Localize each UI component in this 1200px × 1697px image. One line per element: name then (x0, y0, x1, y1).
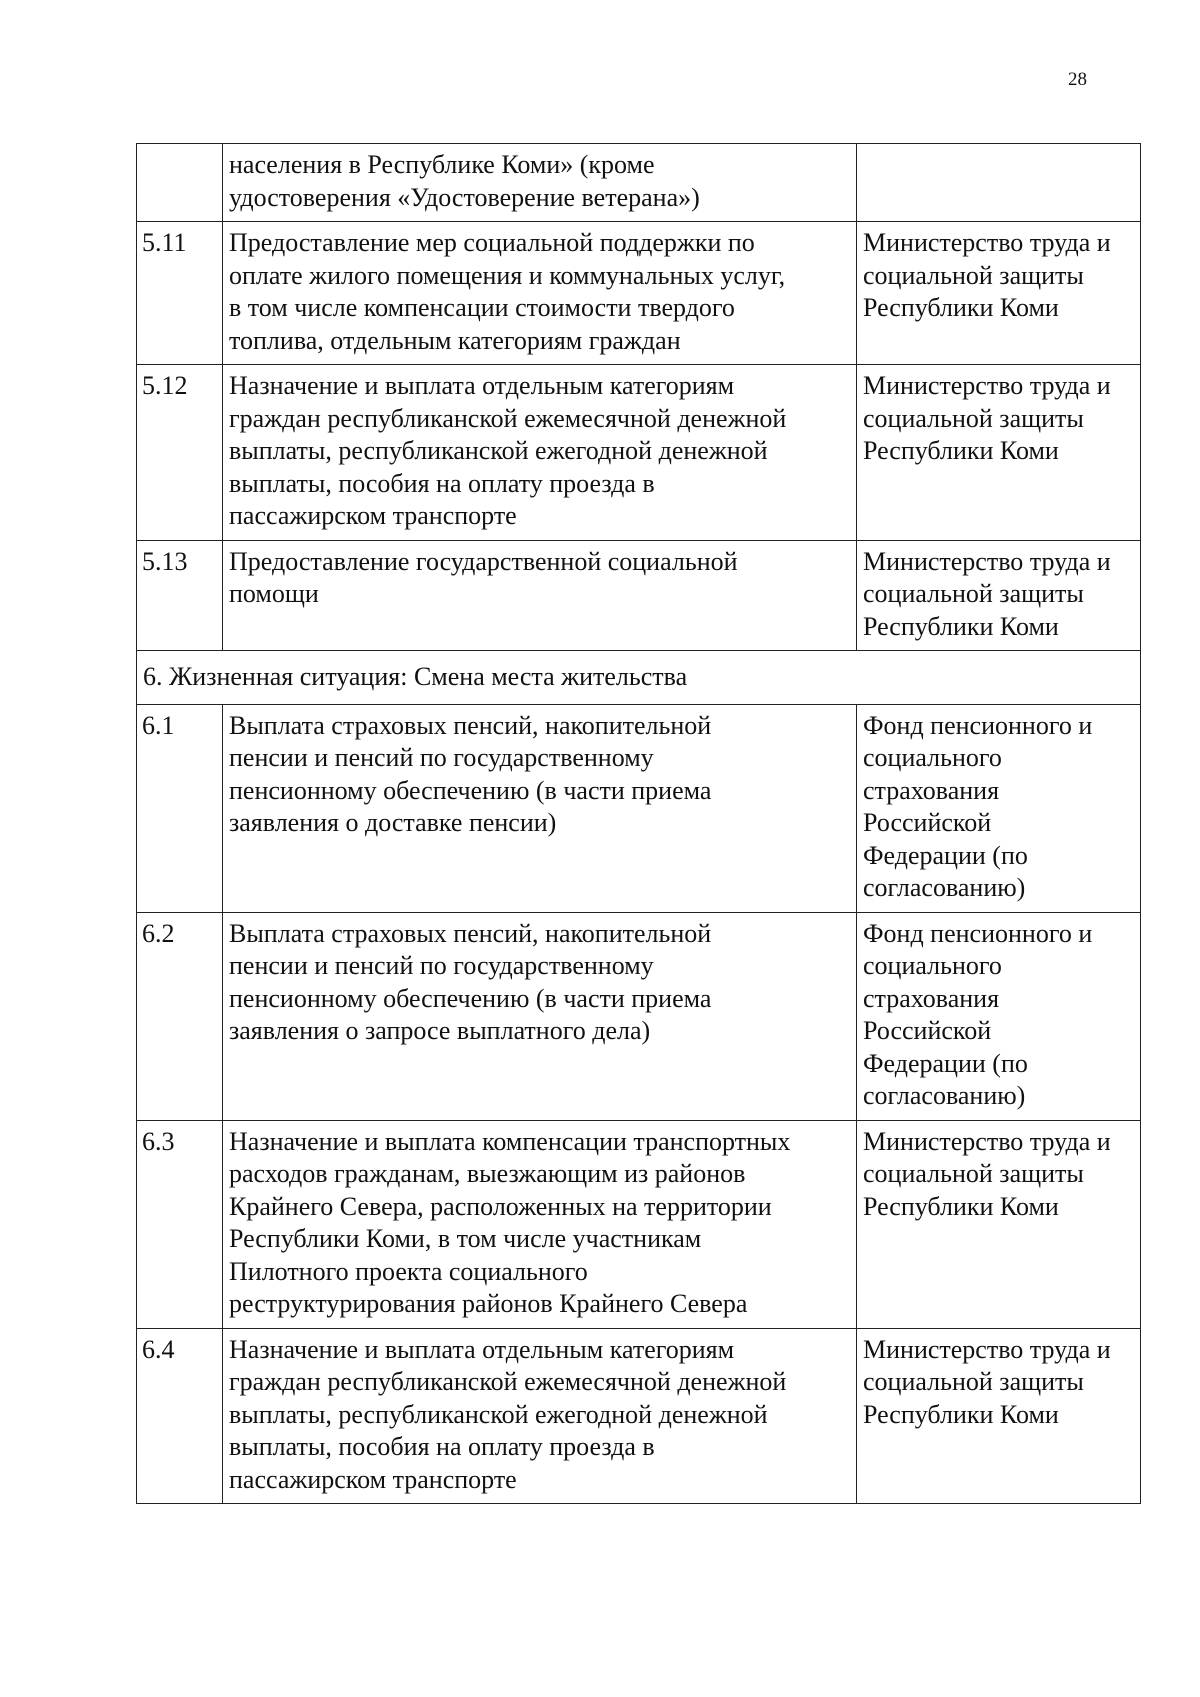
services-table (136, 143, 1141, 1504)
section-title: 6. Жизненная ситуация: Смена места жительства (137, 651, 1141, 705)
row-number: 6.4 (137, 1328, 223, 1504)
service-name: Назначение и выплата отдельным категориям граждан республиканской ежемесячной денежной выплаты, республиканской ежегодной денежной выплаты, пособия на оплату проезда в пассажирском транспорте (223, 365, 857, 541)
service-name: Предоставление государственной социальной помощи (223, 540, 857, 651)
table-row-6-1 (137, 704, 1141, 912)
service-name: населения в Республике Коми» (кроме удостоверения «Удостоверение ветерана») (223, 144, 857, 222)
service-name: Назначение и выплата компенсации транспортных расходов гражданам, выезжающим из районов Крайнего Севера, расположенных на территории Республики Коми, в том числе участникам Пилотного проекта социального реструктурирования районов Крайнего Севера (223, 1120, 857, 1328)
responsible-org: Фонд пенсионного и социального страхования Российской Федерации (по согласованию) (857, 704, 1141, 912)
row-number: 6.1 (137, 704, 223, 912)
service-name: Выплата страховых пенсий, накопительной пенсии и пенсий по государственному пенсионному обеспечению (в части приема заявления о запросе выплатного дела) (223, 912, 857, 1120)
table-row-5-12 (137, 365, 1141, 541)
row-number (137, 144, 223, 222)
responsible-org: Министерство труда и социальной защиты Республики Коми (857, 1328, 1141, 1504)
table-row-6-4 (137, 1328, 1141, 1504)
row-number: 6.2 (137, 912, 223, 1120)
table-row-6-2 (137, 912, 1141, 1120)
responsible-org (857, 144, 1141, 222)
page-number: 28 (1068, 69, 1087, 90)
responsible-org: Фонд пенсионного и социального страхования Российской Федерации (по согласованию) (857, 912, 1141, 1120)
service-name: Предоставление мер социальной поддержки по оплате жилого помещения и коммунальных услуг, в том числе компенсации стоимости твердого топлива, отдельным категориям граждан (223, 222, 857, 365)
service-name: Выплата страховых пенсий, накопительной пенсии и пенсий по государственному пенсионному обеспечению (в части приема заявления о доставке пенсии) (223, 704, 857, 912)
responsible-org: Министерство труда и социальной защиты Республики Коми (857, 540, 1141, 651)
row-number: 6.3 (137, 1120, 223, 1328)
responsible-org: Министерство труда и социальной защиты Республики Коми (857, 365, 1141, 541)
row-number: 5.12 (137, 365, 223, 541)
service-name: Назначение и выплата отдельным категориям граждан республиканской ежемесячной денежной выплаты, республиканской ежегодной денежной выплаты, пособия на оплату проезда в пассажирском транспорте (223, 1328, 857, 1504)
table-row-5-13 (137, 540, 1141, 651)
row-number: 5.11 (137, 222, 223, 365)
responsible-org: Министерство труда и социальной защиты Республики Коми (857, 1120, 1141, 1328)
row-number: 5.13 (137, 540, 223, 651)
responsible-org: Министерство труда и социальной защиты Республики Коми (857, 222, 1141, 365)
table-row-continuation (137, 144, 1141, 222)
table-row-5-11 (137, 222, 1141, 365)
section-header-row (137, 651, 1141, 705)
table-row-6-3 (137, 1120, 1141, 1328)
